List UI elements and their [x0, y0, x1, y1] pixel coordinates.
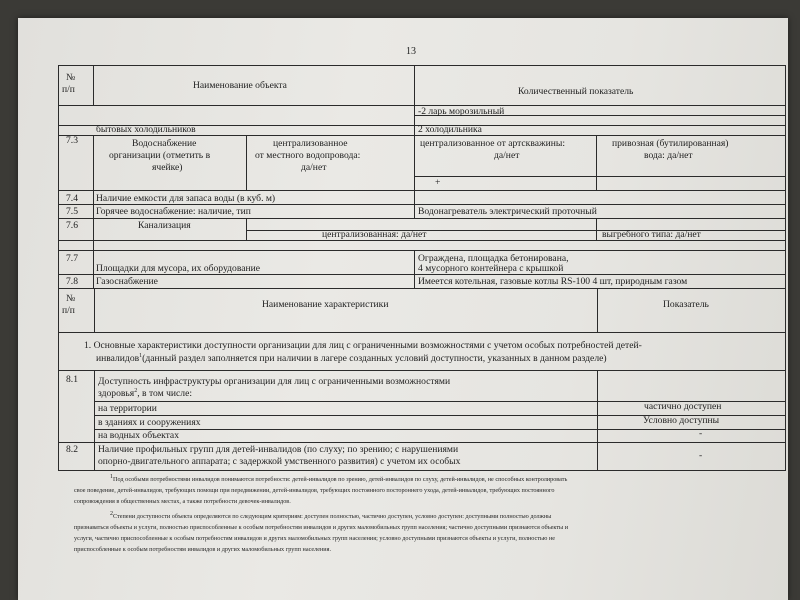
footnote-1: сопровождения в общественных местах, а также потребности девочек-инвалидов. [74, 498, 291, 505]
row-number: 8.1 [66, 374, 78, 385]
cell-name: Наличие профильных групп для детей-инвалидов (по слуху; по зрению; с нарушениями [98, 444, 459, 455]
footnote-divider [74, 470, 234, 471]
row-number: 7.4 [66, 193, 78, 204]
footnote-2: признаваться объекты и услуги, полностью приспособленные к особым потребностям инвалидов и других маломобильных групп населения; частично доступными признаются объекты и [74, 524, 569, 531]
section-heading: 1. Основные характеристики доступности организации для лиц с ограниченными возможностями с учетом особых потребностей детей- [84, 340, 642, 351]
cell-value: - [699, 450, 703, 461]
footnote-ref: 1 [139, 352, 143, 359]
cell-name: ячейке) [152, 162, 183, 173]
cell-value: -2 ларь морозильный [418, 106, 505, 117]
cell-name: Доступность инфраструктуры организации для лиц с ограниченными возможностями [98, 376, 451, 387]
row-number: 7.7 [66, 253, 78, 264]
cell-name: бытовых холодильников [96, 124, 196, 135]
water-option-local: от местного водопровода: [255, 150, 361, 161]
col-object-name-header: Наименование объекта [193, 80, 287, 91]
footnote-1: свое поведение, детей-инвалидов, требующих помощи при передвижении, детей-инвалидов, требующих постоянного постороннего ухода, детей-инвалидов, требующих постоянного [74, 487, 555, 494]
col-number-subheader: п/п [62, 84, 75, 95]
cell-value: Ограждена, площадка бетонирована, [418, 253, 569, 264]
water-option-artesian: централизованное от артскважины: [420, 138, 566, 149]
sewer-option-central: централизованная: да/нет [322, 229, 427, 240]
water-option-bottled: вода: да/нет [644, 150, 693, 161]
col-indicator-header: Показатель [663, 299, 709, 310]
col-quantity-header: Количественный показатель [518, 86, 634, 97]
cell-name: организации (отметить в [109, 150, 211, 161]
cell-name: Горячее водоснабжение: наличие, тип [96, 206, 251, 217]
cell-name: Водоснабжение [132, 138, 197, 149]
cell-value: Водонагреватель электрический проточный [418, 206, 597, 217]
cell-name: на водных объектах [98, 430, 179, 441]
water-option-bottled: привозная (бутилированная) [612, 138, 729, 149]
row-number: 7.5 [66, 206, 78, 217]
cell-value: Условно доступны [643, 415, 720, 426]
cell-name: Площадки для мусора, их оборудование [96, 263, 261, 274]
water-option-local: да/нет [301, 162, 327, 173]
footnote-1: $^1$Под особыми потребностями инвалидов понимаются потребности: детей-инвалидов по зрению, детей-инвалидов по слуху, детей-инвалидов, не способных контролировать [110, 473, 568, 483]
cell-value: 2 холодильника [418, 124, 482, 135]
document-page [18, 18, 788, 600]
cell-name: Канализация [138, 220, 191, 231]
sewer-option-cesspool: выгребного типа: да/нет [602, 229, 701, 240]
footnote-ref: 2 [134, 387, 138, 394]
cell-name: опорно-двигательного аппарата; с задержкой умственного развития) с учетом их особых [98, 456, 461, 467]
checkmark-plus: + [435, 177, 441, 188]
footnote-2: приспособленные к особым потребностям инвалидов и других маломобильных групп населения. [74, 546, 331, 553]
cell-value: Имеется котельная, газовые котлы RS-100 4 шт, природным газом [418, 276, 688, 287]
row-number: 7.8 [66, 276, 78, 287]
cell-name: здоровья$^2$, в том числе: [98, 387, 193, 399]
cell-value: - [699, 428, 703, 439]
cell-name: в зданиях и сооружениях [98, 417, 201, 428]
col-number-header: № [66, 293, 76, 304]
col-number-subheader: п/п [62, 305, 75, 316]
section-heading: инвалидов$^1$(данный раздел заполняется при наличии в лагере созданных условий доступности, указанных в данном разделе) [96, 352, 607, 364]
row-number: 7.3 [66, 135, 78, 146]
cell-value: 4 мусорного контейнера с крышкой [418, 263, 564, 274]
row-number: 8.2 [66, 444, 78, 455]
cell-value: частично доступен [644, 401, 722, 412]
col-characteristic-header: Наименование характеристики [262, 299, 389, 310]
water-option-artesian: да/нет [494, 150, 520, 161]
cell-name: Наличие емкости для запаса воды (в куб. м) [96, 193, 276, 204]
row-number: 7.6 [66, 220, 78, 231]
cell-name: на территории [98, 403, 157, 414]
footnote-2: $^2$Степени доступности объекта определяются по следующим критериям: доступен полностью, частично доступен, условно доступен: доступными полностью должны [110, 510, 552, 520]
col-number-header: № [66, 72, 76, 83]
water-option-local: централизованное [273, 138, 348, 149]
cell-name: Газоснабжение [96, 276, 158, 287]
footnote-2: услуги, частично приспособленные к особым потребностям инвалидов и других маломобильных групп населения; условно доступными признаются объекты и услуги, полностью не [74, 535, 555, 542]
page-number: 13 [406, 46, 416, 57]
